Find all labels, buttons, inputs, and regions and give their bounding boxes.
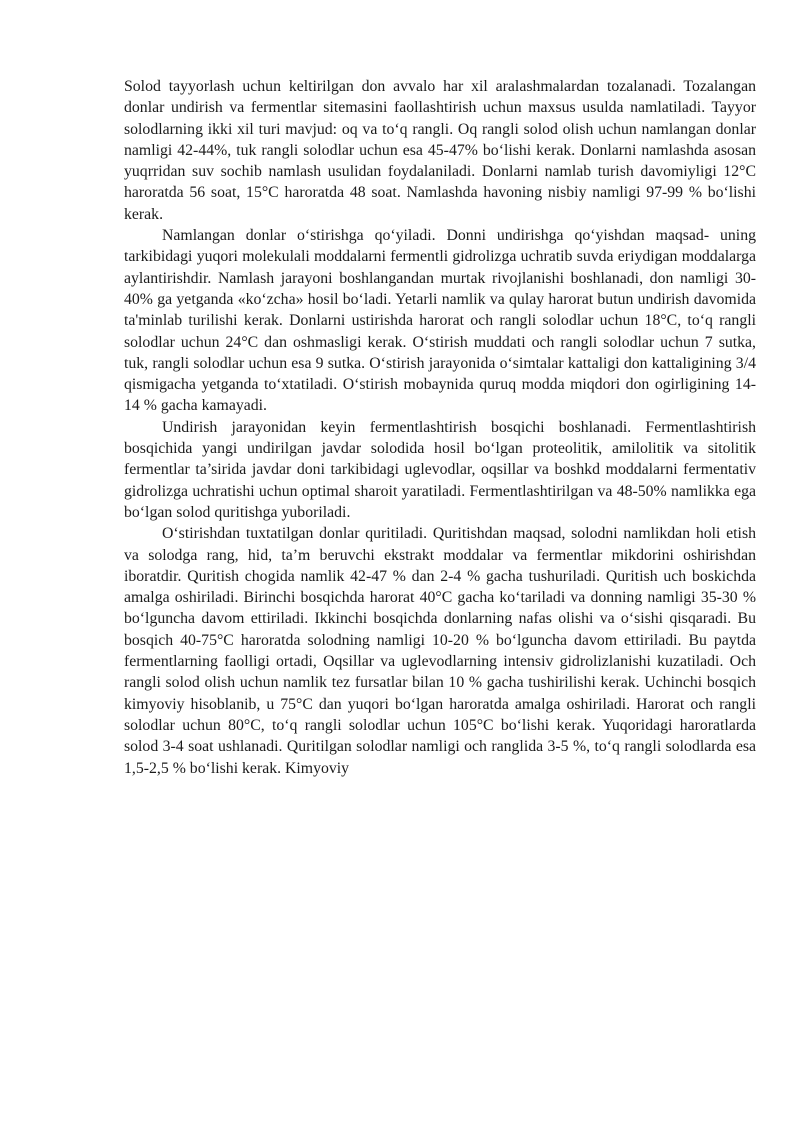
- paragraph-4: O‘stirishdan tuxtatilgan donlar quritiladi. Quritishdan maqsad, solodni namlikdan holi etish va solodga rang, hid, ta’m beruvchi ekstrakt moddalar va fermentlar mikdorini oshirishdan iboratdir. Quritish chogida namlik 42-47 % dan 2-4 % gacha tushuriladi. Quritish uch boskichda amalga oshiriladi. Birinchi bosqichda harorat 40°C gacha ko‘tariladi va donning namligi 35-30 % bo‘lguncha davom ettiriladi. Ikkinchi bosqichda donlarning nafas olishi va o‘sishi qisqaradi. Bu bosqich 40-75°C haroratda solodning namligi 10-20 % bo‘lguncha davom ettiriladi. Bu paytda fermentlarning faolligi ortadi, Oqsillar va uglevodlarning intensiv gidrolizlanishi kuzatiladi. Och rangli solod olish uchun namlik tez fursatlar bilan 10 % gacha tushirilishi kerak. Uchinchi bosqich kimyoviy hisoblanib, u 75°C dan yuqori bo‘lgan haroratda amalga oshiriladi. Harorat och rangli solodlar uchun 80°C, to‘q rangli solodlar uchun 105°C bo‘lishi kerak. Yuqoridagi haroratlarda solod 3-4 soat ushlanadi. Quritilgan solodlar namligi och ranglida 3-5 %, to‘q rangli solodlarda esa 1,5-2,5 % bo‘lishi kerak. Kimyoviy: [124, 525, 756, 777]
- paragraph-3: Undirish jarayonidan keyin fermentlashtirish bosqichi boshlanadi. Fermentlashtirish bosqichida yangi undirilgan javdar solodida hosil bo‘lgan proteolitik, amilolitik va sitolitik fermentlar ta’sirida javdar doni tarkibidagi uglevodlar, oqsillar va boshkd moddalarni fermentativ gidrolizga uchratishi uchun optimal sharoit yaratiladi. Fermentlashtirilgan va 48-50% namlikka ega bo‘lgan solod quritishga yuboriladi.: [124, 418, 756, 521]
- paragraph-2: Namlangan donlar o‘stirishga qo‘yiladi. Donni undirishga qo‘yishdan maqsad- uning tarkibidagi yuqori molekulali moddalarni fermentli gidrolizga uchratib suvda eriydigan moddalarga aylantirishdir. Namlash jarayoni boshlangandan murtak rivojlanishi boshlanadi, don namligi 30-40% ga yetganda «ko‘zcha» hosil bo‘ladi. Yetarli namlik va qulay harorat butun undirish davomida ta'minlab turilishi kerak. Donlarni ustirishda harorat och rangli solodlar uchun 18°C, to‘q rangli solodlar uchun 24°C dan oshmasligi kerak. O‘stirish muddati och rangli solodlar uchun 7 sutka, tuk, rangli solodlar uchun esa 9 sutka. O‘stirish jarayonida o‘simtalar kattaligi don kattaligining 3/4 qismigacha yetganda to‘xtatiladi. O‘stirish mobaynida quruq modda miqdori don ogirligining 14-14 % gacha kamayadi.: [124, 227, 756, 415]
- document-body: [124, 76, 756, 779]
- paragraph-1: Solod tayyorlash uchun keltirilgan don avvalo har xil aralashmalardan tozalanadi. Tozalangan donlar undirish va fermentlar sitemasini faollashtirish uchun maxsus usulda namlatiladi. Tayyor solodlarning ikki xil turi mavjud: oq va to‘q rangli. Oq rangli solod olish uchun namlangan donlar namligi 42-44%, tuk rangli solodlar uchun esa 45-47% bo‘lishi kerak. Donlarni namlashda asosan yuqrridan suv sochib namlash usulidan foydalaniladi. Donlarni namlab turish davomiyligi 12°C haroratda 56 soat, 15°C haroratda 48 soat. Namlashda havoning nisbiy namligi 97-99 % bo‘lishi kerak.: [124, 78, 756, 223]
